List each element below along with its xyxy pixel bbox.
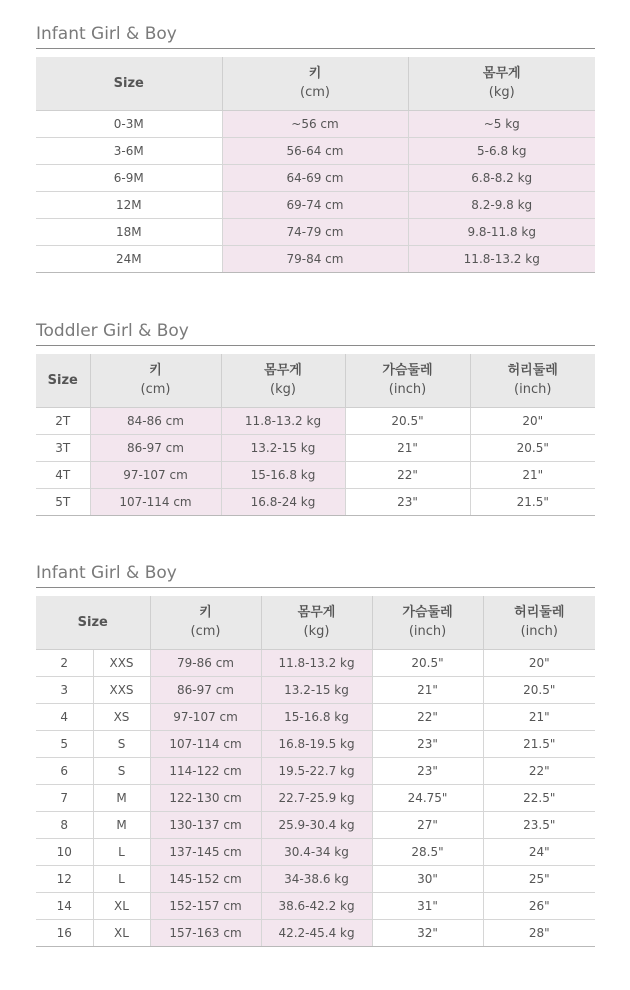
- table-cell: 3: [36, 676, 93, 703]
- table-row: [36, 461, 595, 488]
- table-row: [36, 407, 595, 434]
- table-row: [36, 218, 595, 245]
- table-cell: 21.5": [470, 488, 595, 515]
- table-cell: 23": [372, 757, 483, 784]
- table-row: [36, 757, 595, 784]
- table-cell: 86-97 cm: [90, 434, 221, 461]
- table-cell: 4T: [36, 461, 90, 488]
- table-cell: 13.2-15 kg: [261, 676, 372, 703]
- table-cell: S: [93, 730, 150, 757]
- table-cell: 38.6-42.2 kg: [261, 892, 372, 919]
- toddler-section: [36, 319, 595, 516]
- table-row: [36, 892, 595, 919]
- table-cell: 7: [36, 784, 93, 811]
- table-cell: XL: [93, 919, 150, 946]
- table-cell: 21": [345, 434, 470, 461]
- table-row: [36, 676, 595, 703]
- table-row: [36, 865, 595, 892]
- table-cell: 122-130 cm: [150, 784, 261, 811]
- table-cell: 130-137 cm: [150, 811, 261, 838]
- table-cell: 97-107 cm: [90, 461, 221, 488]
- table-cell: ~56 cm: [222, 110, 408, 137]
- table-cell: 22.5": [483, 784, 595, 811]
- toddler-size-table: [36, 354, 595, 516]
- table-cell: 3-6M: [36, 137, 222, 164]
- header-waist: 허리둘레 (inch): [483, 596, 595, 649]
- table-cell: 15-16.8 kg: [221, 461, 345, 488]
- table-cell: 25": [483, 865, 595, 892]
- table-cell: 30": [372, 865, 483, 892]
- table-cell: 31": [372, 892, 483, 919]
- table-cell: 2T: [36, 407, 90, 434]
- table-cell: 0-3M: [36, 110, 222, 137]
- table-cell: 22": [483, 757, 595, 784]
- kids-section: [36, 561, 595, 947]
- header-chest: 가슴둘레 (inch): [345, 354, 470, 407]
- table-cell: XS: [93, 703, 150, 730]
- table-row: [36, 488, 595, 515]
- table-cell: 145-152 cm: [150, 865, 261, 892]
- table-header-row: [36, 57, 595, 110]
- table-cell: 30.4-34 kg: [261, 838, 372, 865]
- table-cell: 107-114 cm: [90, 488, 221, 515]
- header-chest: 가슴둘레 (inch): [372, 596, 483, 649]
- table-row: [36, 434, 595, 461]
- table-cell: 32": [372, 919, 483, 946]
- table-cell: 20.5": [345, 407, 470, 434]
- table-cell: 16: [36, 919, 93, 946]
- table-cell: 25.9-30.4 kg: [261, 811, 372, 838]
- table-row: [36, 919, 595, 946]
- table-cell: 24M: [36, 245, 222, 272]
- table-row: [36, 110, 595, 137]
- infant-size-table: [36, 57, 595, 273]
- table-cell: 107-114 cm: [150, 730, 261, 757]
- table-cell: 4: [36, 703, 93, 730]
- table-cell: M: [93, 811, 150, 838]
- table-cell: 86-97 cm: [150, 676, 261, 703]
- header-height: 키 (cm): [150, 596, 261, 649]
- kids-title: Infant Girl & Boy: [36, 561, 595, 588]
- table-cell: 97-107 cm: [150, 703, 261, 730]
- table-cell: 20.5": [483, 676, 595, 703]
- table-cell: XXS: [93, 676, 150, 703]
- table-cell: 20": [470, 407, 595, 434]
- table-cell: 21": [483, 703, 595, 730]
- table-cell: 5-6.8 kg: [408, 137, 595, 164]
- header-weight: 몸무게 (kg): [221, 354, 345, 407]
- table-cell: 16.8-24 kg: [221, 488, 345, 515]
- table-cell: 8: [36, 811, 93, 838]
- table-cell: 42.2-45.4 kg: [261, 919, 372, 946]
- table-cell: 84-86 cm: [90, 407, 221, 434]
- toddler-title: Toddler Girl & Boy: [36, 319, 595, 346]
- table-cell: 24.75": [372, 784, 483, 811]
- table-cell: 26": [483, 892, 595, 919]
- table-cell: XL: [93, 892, 150, 919]
- table-header-row: [36, 596, 595, 649]
- table-cell: 28": [483, 919, 595, 946]
- header-height: 키 (cm): [222, 57, 408, 110]
- infant-section: [36, 22, 595, 273]
- table-cell: 11.8-13.2 kg: [261, 649, 372, 676]
- table-cell: 23": [372, 730, 483, 757]
- header-size: Size: [36, 596, 150, 649]
- table-cell: 56-64 cm: [222, 137, 408, 164]
- table-cell: 11.8-13.2 kg: [408, 245, 595, 272]
- table-cell: 13.2-15 kg: [221, 434, 345, 461]
- kids-size-table: [36, 596, 595, 947]
- table-row: [36, 137, 595, 164]
- header-size: Size: [36, 57, 222, 110]
- table-cell: 3T: [36, 434, 90, 461]
- table-header-row: [36, 354, 595, 407]
- table-cell: 64-69 cm: [222, 164, 408, 191]
- header-size: Size: [36, 354, 90, 407]
- table-cell: M: [93, 784, 150, 811]
- table-cell: 137-145 cm: [150, 838, 261, 865]
- table-cell: 8.2-9.8 kg: [408, 191, 595, 218]
- table-row: [36, 649, 595, 676]
- table-cell: 22.7-25.9 kg: [261, 784, 372, 811]
- table-row: [36, 784, 595, 811]
- table-cell: S: [93, 757, 150, 784]
- table-cell: 23.5": [483, 811, 595, 838]
- table-cell: 5: [36, 730, 93, 757]
- table-cell: 34-38.6 kg: [261, 865, 372, 892]
- table-cell: 16.8-19.5 kg: [261, 730, 372, 757]
- table-cell: 79-84 cm: [222, 245, 408, 272]
- infant-title: Infant Girl & Boy: [36, 22, 595, 49]
- header-weight: 몸무게 (kg): [261, 596, 372, 649]
- table-cell: 69-74 cm: [222, 191, 408, 218]
- table-row: [36, 245, 595, 272]
- table-cell: 11.8-13.2 kg: [221, 407, 345, 434]
- table-cell: L: [93, 838, 150, 865]
- table-row: [36, 838, 595, 865]
- table-cell: 12M: [36, 191, 222, 218]
- table-cell: 6: [36, 757, 93, 784]
- table-cell: 24": [483, 838, 595, 865]
- table-cell: 28.5": [372, 838, 483, 865]
- table-cell: 5T: [36, 488, 90, 515]
- table-cell: 27": [372, 811, 483, 838]
- table-cell: 19.5-22.7 kg: [261, 757, 372, 784]
- table-cell: 20": [483, 649, 595, 676]
- table-row: [36, 164, 595, 191]
- table-cell: 14: [36, 892, 93, 919]
- table-cell: 20.5": [372, 649, 483, 676]
- table-cell: 152-157 cm: [150, 892, 261, 919]
- table-row: [36, 191, 595, 218]
- table-cell: 79-86 cm: [150, 649, 261, 676]
- table-cell: 22": [345, 461, 470, 488]
- table-cell: 21": [470, 461, 595, 488]
- table-cell: 10: [36, 838, 93, 865]
- table-cell: 21": [372, 676, 483, 703]
- table-cell: 157-163 cm: [150, 919, 261, 946]
- table-cell: 2: [36, 649, 93, 676]
- table-row: [36, 730, 595, 757]
- header-height: 키 (cm): [90, 354, 221, 407]
- table-cell: 18M: [36, 218, 222, 245]
- table-cell: 74-79 cm: [222, 218, 408, 245]
- header-waist: 허리둘레 (inch): [470, 354, 595, 407]
- table-cell: 6-9M: [36, 164, 222, 191]
- table-cell: 22": [372, 703, 483, 730]
- table-cell: ~5 kg: [408, 110, 595, 137]
- table-cell: 21.5": [483, 730, 595, 757]
- table-cell: XXS: [93, 649, 150, 676]
- table-row: [36, 703, 595, 730]
- table-cell: 6.8-8.2 kg: [408, 164, 595, 191]
- table-row: [36, 811, 595, 838]
- table-cell: 12: [36, 865, 93, 892]
- table-cell: 23": [345, 488, 470, 515]
- table-cell: L: [93, 865, 150, 892]
- table-cell: 20.5": [470, 434, 595, 461]
- table-cell: 15-16.8 kg: [261, 703, 372, 730]
- table-cell: 9.8-11.8 kg: [408, 218, 595, 245]
- table-cell: 114-122 cm: [150, 757, 261, 784]
- header-weight: 몸무게 (kg): [408, 57, 595, 110]
